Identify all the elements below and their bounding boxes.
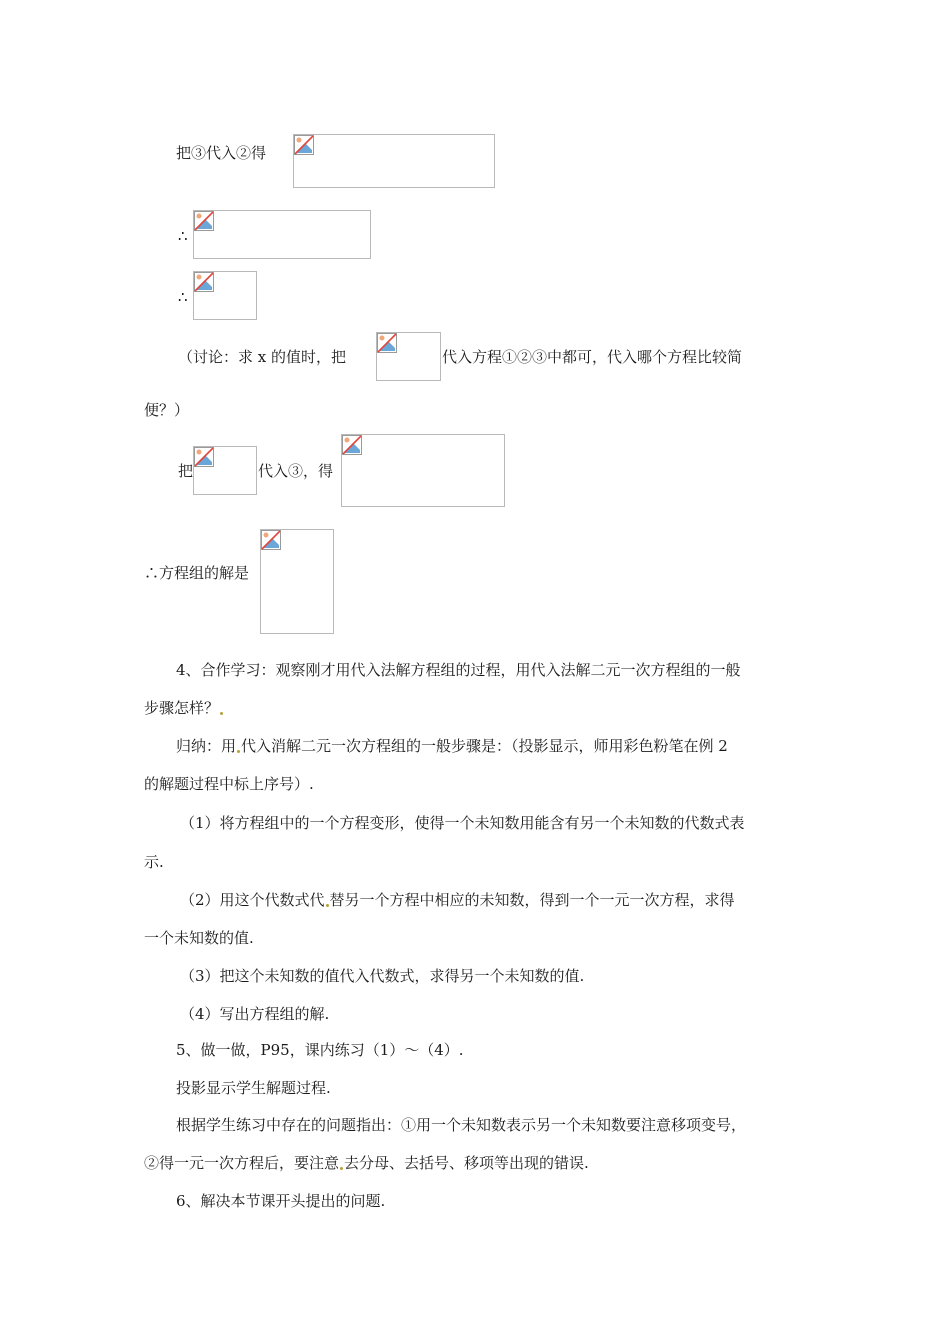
text-line: ∴方程组的解是 bbox=[144, 564, 250, 582]
text-line: ②得一元一次方程后，要注意 去分母、去括号、移项等出现的错误. bbox=[144, 1154, 589, 1172]
text-line: 示. bbox=[144, 853, 164, 871]
therefore-symbol: ∴ bbox=[178, 288, 188, 306]
text-line: 代入方程①②③中都可，代入哪个方程比较简 bbox=[442, 348, 743, 366]
text-line: 代入③，得 bbox=[258, 462, 334, 480]
artifact-dot bbox=[340, 1167, 343, 1170]
image-placeholder bbox=[260, 529, 334, 634]
broken-image-icon bbox=[194, 272, 214, 292]
text-line: （3）把这个未知数的值代入代数式，求得另一个未知数的值. bbox=[180, 967, 585, 985]
broken-image-icon bbox=[261, 530, 281, 550]
text-line: 便？） bbox=[144, 401, 190, 419]
image-placeholder bbox=[193, 210, 371, 259]
text-line: 5、做一做，P95，课内练习（1）～（4）. bbox=[176, 1041, 464, 1059]
image-placeholder bbox=[193, 271, 257, 320]
broken-image-icon bbox=[194, 447, 214, 467]
text-line: （4）写出方程组的解. bbox=[180, 1005, 330, 1023]
text-line: （讨论：求 x 的值时，把 bbox=[178, 348, 346, 366]
image-placeholder bbox=[376, 332, 441, 381]
therefore-symbol: ∴ bbox=[178, 227, 188, 245]
text-line: 归纳：用 代入消解二元一次方程组的一般步骤是：（投影显示，师用彩色粉笔在例 2 bbox=[176, 737, 728, 755]
text-line: 投影显示学生解题过程. bbox=[176, 1079, 331, 1097]
broken-image-icon bbox=[342, 435, 362, 455]
text-line: 把③代入②得 bbox=[176, 144, 267, 162]
broken-image-icon bbox=[194, 211, 214, 231]
text-line: 把 bbox=[178, 462, 194, 480]
image-placeholder bbox=[193, 446, 257, 495]
text-line: （2）用这个代数式代 替另一个方程中相应的未知数，得到一个一元一次方程，求得 bbox=[180, 891, 735, 909]
text-line: 4、合作学习：观察刚才用代入法解方程组的过程，用代入法解二元一次方程组的一般 bbox=[176, 661, 741, 679]
text-line: 一个未知数的值. bbox=[144, 929, 254, 947]
text-line: （1）将方程组中的一个方程变形，使得一个未知数用能含有另一个未知数的代数式表 bbox=[180, 814, 745, 832]
text-line: 根据学生练习中存在的问题指出：①用一个未知数表示另一个未知数要注意移项变号， bbox=[176, 1116, 747, 1134]
text-line: 的解题过程中标上序号）. bbox=[144, 775, 314, 793]
image-placeholder bbox=[293, 134, 495, 188]
artifact-dot bbox=[220, 712, 223, 715]
broken-image-icon bbox=[377, 333, 397, 353]
artifact-dot bbox=[326, 904, 329, 907]
text-line: 步骤怎样？ bbox=[144, 698, 224, 718]
artifact-dot bbox=[237, 750, 240, 753]
image-placeholder bbox=[341, 434, 505, 507]
broken-image-icon bbox=[294, 135, 314, 155]
text-line: 6、解决本节课开头提出的问题. bbox=[176, 1192, 386, 1210]
